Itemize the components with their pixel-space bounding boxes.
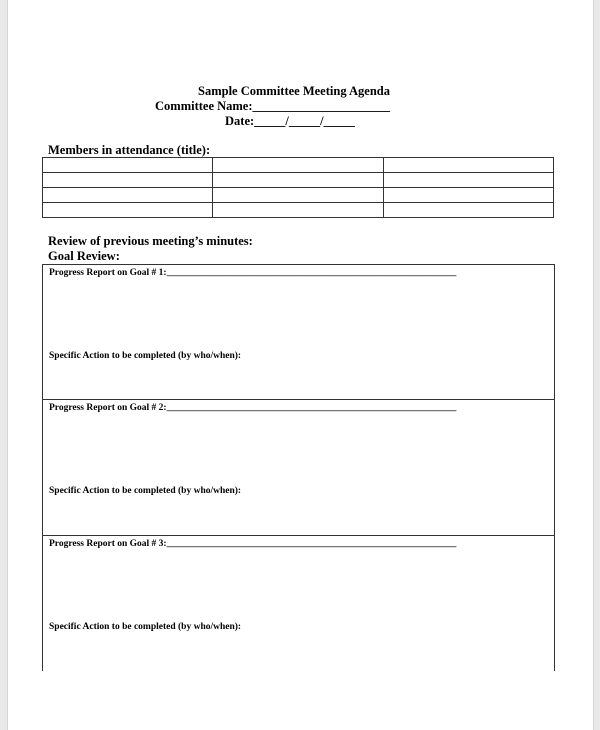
review-minutes-label: Review of previous meeting’s minutes: bbox=[48, 234, 253, 248]
members-table bbox=[42, 157, 554, 218]
specific-action-goal-1: Specific Action to be completed (by who/when): bbox=[49, 351, 242, 361]
table-cell bbox=[383, 173, 553, 188]
table-row bbox=[43, 188, 554, 203]
table-cell bbox=[213, 158, 383, 173]
table-row bbox=[43, 158, 554, 173]
progress-report-goal-3: Progress Report on Goal # 3:_____________________________________________________________ bbox=[49, 539, 457, 549]
progress-report-goal-1: Progress Report on Goal # 1:_____________________________________________________________ bbox=[49, 268, 457, 278]
specific-action-goal-3: Specific Action to be completed (by who/when): bbox=[49, 622, 242, 632]
date-line: Date:_____/_____/_____ bbox=[225, 114, 355, 128]
document-title: Sample Committee Meeting Agenda bbox=[198, 84, 390, 98]
table-cell bbox=[383, 203, 553, 218]
goal-box-2 bbox=[42, 399, 555, 535]
goal-box-3 bbox=[42, 535, 555, 671]
table-cell bbox=[213, 173, 383, 188]
table-cell bbox=[43, 188, 213, 203]
table-cell bbox=[213, 188, 383, 203]
table-cell bbox=[383, 158, 553, 173]
committee-name-line: Committee Name:______________________ bbox=[155, 99, 391, 113]
table-row bbox=[43, 173, 554, 188]
table-cell bbox=[43, 158, 213, 173]
table-cell bbox=[383, 188, 553, 203]
table-cell bbox=[43, 173, 213, 188]
goal-review-label: Goal Review: bbox=[48, 249, 120, 263]
members-label: Members in attendance (title): bbox=[48, 143, 211, 157]
table-cell bbox=[43, 203, 213, 218]
document-page bbox=[7, 0, 594, 730]
specific-action-goal-2: Specific Action to be completed (by who/when): bbox=[49, 486, 242, 496]
table-row bbox=[43, 203, 554, 218]
progress-report-goal-2: Progress Report on Goal # 2:_____________________________________________________________ bbox=[49, 403, 457, 413]
goal-box-1 bbox=[42, 264, 555, 399]
table-cell bbox=[213, 203, 383, 218]
